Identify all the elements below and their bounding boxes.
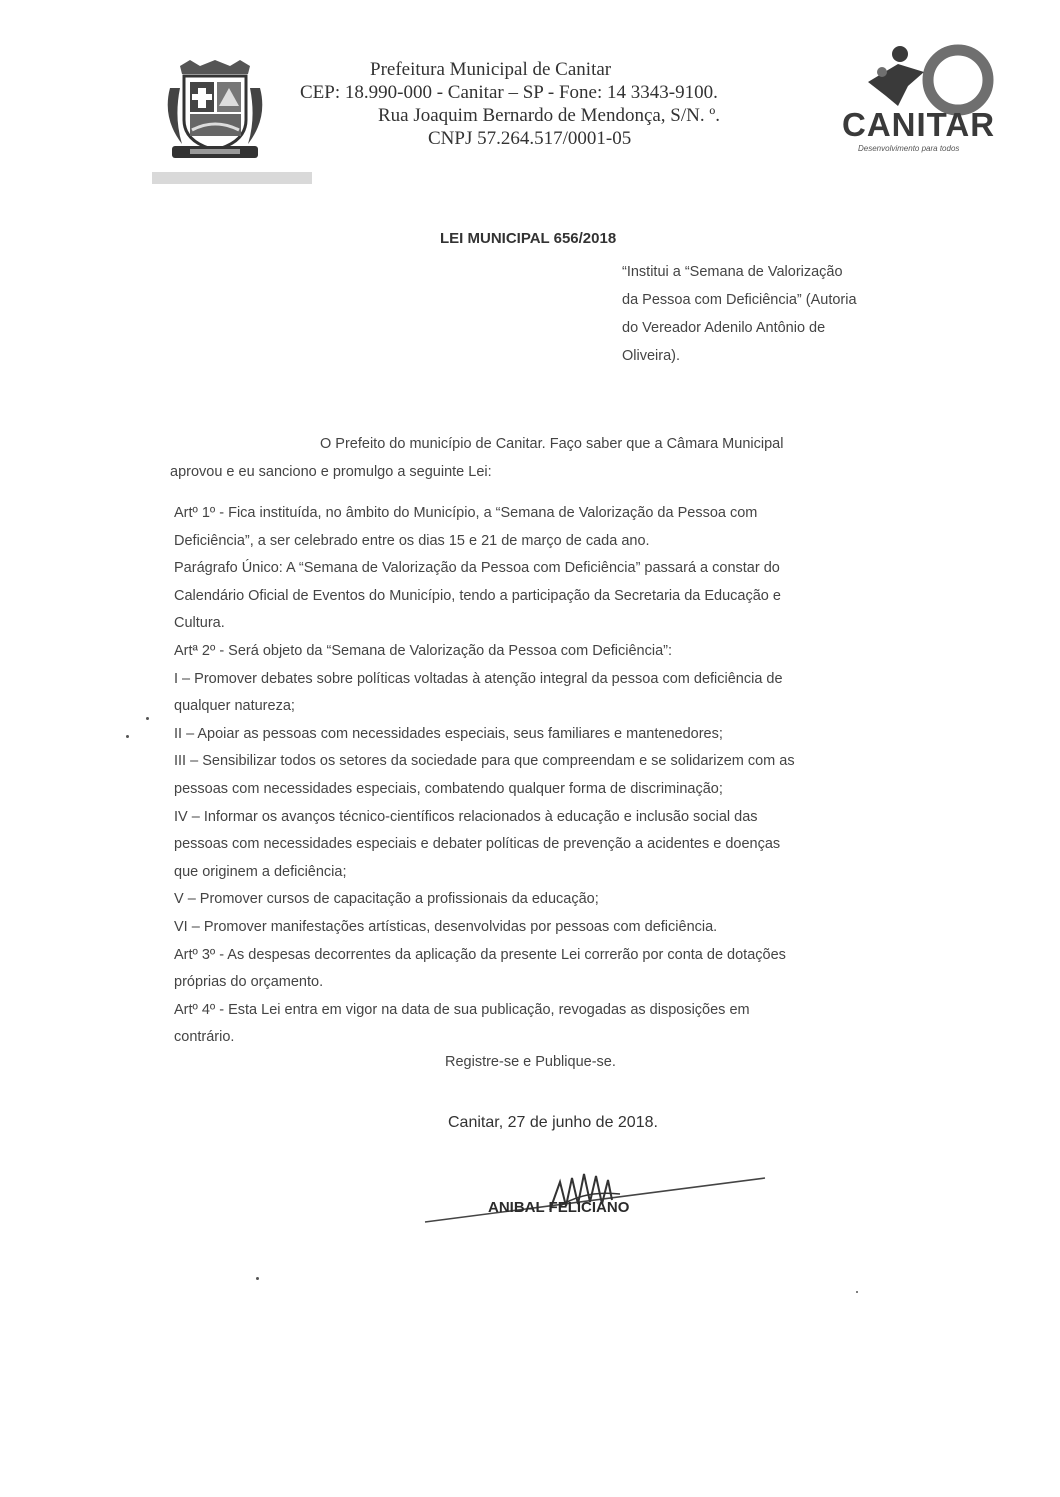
- body-line: Artª 2º - Será objeto da “Semana de Valorização da Pessoa com Deficiência”:: [174, 642, 673, 659]
- summary-line: da Pessoa com Deficiência” (Autoria: [622, 292, 857, 308]
- body-line: Cultura.: [174, 615, 225, 632]
- scan-speck: [146, 717, 149, 720]
- law-body: [174, 500, 954, 1052]
- law-title: LEI MUNICIPAL 656/2018: [440, 230, 617, 247]
- body-line: II – Apoiar as pessoas com necessidades especiais, seus familiares e mantenedores;: [174, 725, 723, 742]
- body-line: que originem a deficiência;: [174, 863, 347, 880]
- body-line: contrário.: [174, 1029, 235, 1046]
- body-line: IV – Informar os avanços técnico-científicos relacionados à educação e inclusão social das: [174, 808, 758, 825]
- intro-line: aprovou e eu sanciono e promulgo a seguinte Lei:: [170, 464, 492, 480]
- handwritten-signature: [420, 1160, 780, 1230]
- signer-name: ANIBAL FELICIANO: [488, 1199, 630, 1216]
- body-line: Calendário Oficial de Eventos do Município, tendo a participação da Secretaria da Educação e: [174, 587, 781, 604]
- logo-tagline: Desenvolvimento para todos: [858, 144, 960, 153]
- scan-speck: [856, 1291, 858, 1293]
- letterhead-line-4: CNPJ 57.264.517/0001-05: [428, 128, 632, 149]
- body-line: V – Promover cursos de capacitação a profissionais da educação;: [174, 891, 599, 908]
- intro-paragraph: [170, 430, 930, 486]
- law-summary: [622, 258, 922, 370]
- letterhead: [290, 58, 790, 150]
- body-line: Parágrafo Único: A “Semana de Valorização da Pessoa com Deficiência” passará a constar do: [174, 560, 780, 577]
- body-line: Artº 1º - Fica instituída, no âmbito do Município, a “Semana de Valorização da Pessoa com: [174, 505, 758, 521]
- scan-speck: [126, 735, 129, 738]
- closing-text: Registre-se e Publique-se.: [445, 1054, 616, 1070]
- body-line: próprias do orçamento.: [174, 974, 324, 991]
- letterhead-line-1: Prefeitura Municipal de Canitar: [370, 59, 612, 80]
- logo-wordmark: CANITAR: [842, 106, 996, 143]
- body-line: I – Promover debates sobre políticas voltadas à atenção integral da pessoa com deficiência de: [174, 670, 783, 687]
- summary-line: do Vereador Adenilo Antônio de: [622, 320, 826, 336]
- summary-line: “Institui a “Semana de Valorização: [622, 264, 843, 280]
- intro-line: O Prefeito do município de Canitar. Faço saber que a Câmara Municipal: [320, 436, 784, 452]
- body-line: III – Sensibilizar todos os setores da sociedade para que compreendam e se solidarizem com as: [174, 753, 795, 770]
- body-line: Artº 3º - As despesas decorrentes da aplicação da presente Lei correrão por conta de dotações: [174, 946, 786, 963]
- body-line: pessoas com necessidades especiais, combatendo qualquer forma de discriminação;: [174, 780, 723, 797]
- municipal-crest-icon: [160, 58, 270, 163]
- letterhead-line-3: Rua Joaquim Bernardo de Mendonça, S/N. º.: [378, 105, 721, 126]
- scan-speck: [256, 1277, 259, 1280]
- body-line: Artº 4º - Esta Lei entra em vigor na data de sua publicação, revogadas as disposições em: [174, 1001, 750, 1018]
- body-line: VI – Promover manifestações artísticas, desenvolvidas por pessoas com deficiência.: [174, 918, 718, 935]
- date-line: Canitar, 27 de junho de 2018.: [448, 1114, 658, 1131]
- body-line: pessoas com necessidades especiais e debater políticas de prevenção a acidentes e doenças: [174, 836, 781, 853]
- crest-underline-bar: [152, 172, 312, 184]
- summary-line: Oliveira).: [622, 348, 681, 364]
- body-line: Deficiência”, a ser celebrado entre os dias 15 e 21 de março de cada ano.: [174, 532, 650, 549]
- body-line: qualquer natureza;: [174, 698, 295, 715]
- letterhead-line-2: CEP: 18.990-000 - Canitar – SP - Fone: 14 3343-9100.: [300, 82, 718, 103]
